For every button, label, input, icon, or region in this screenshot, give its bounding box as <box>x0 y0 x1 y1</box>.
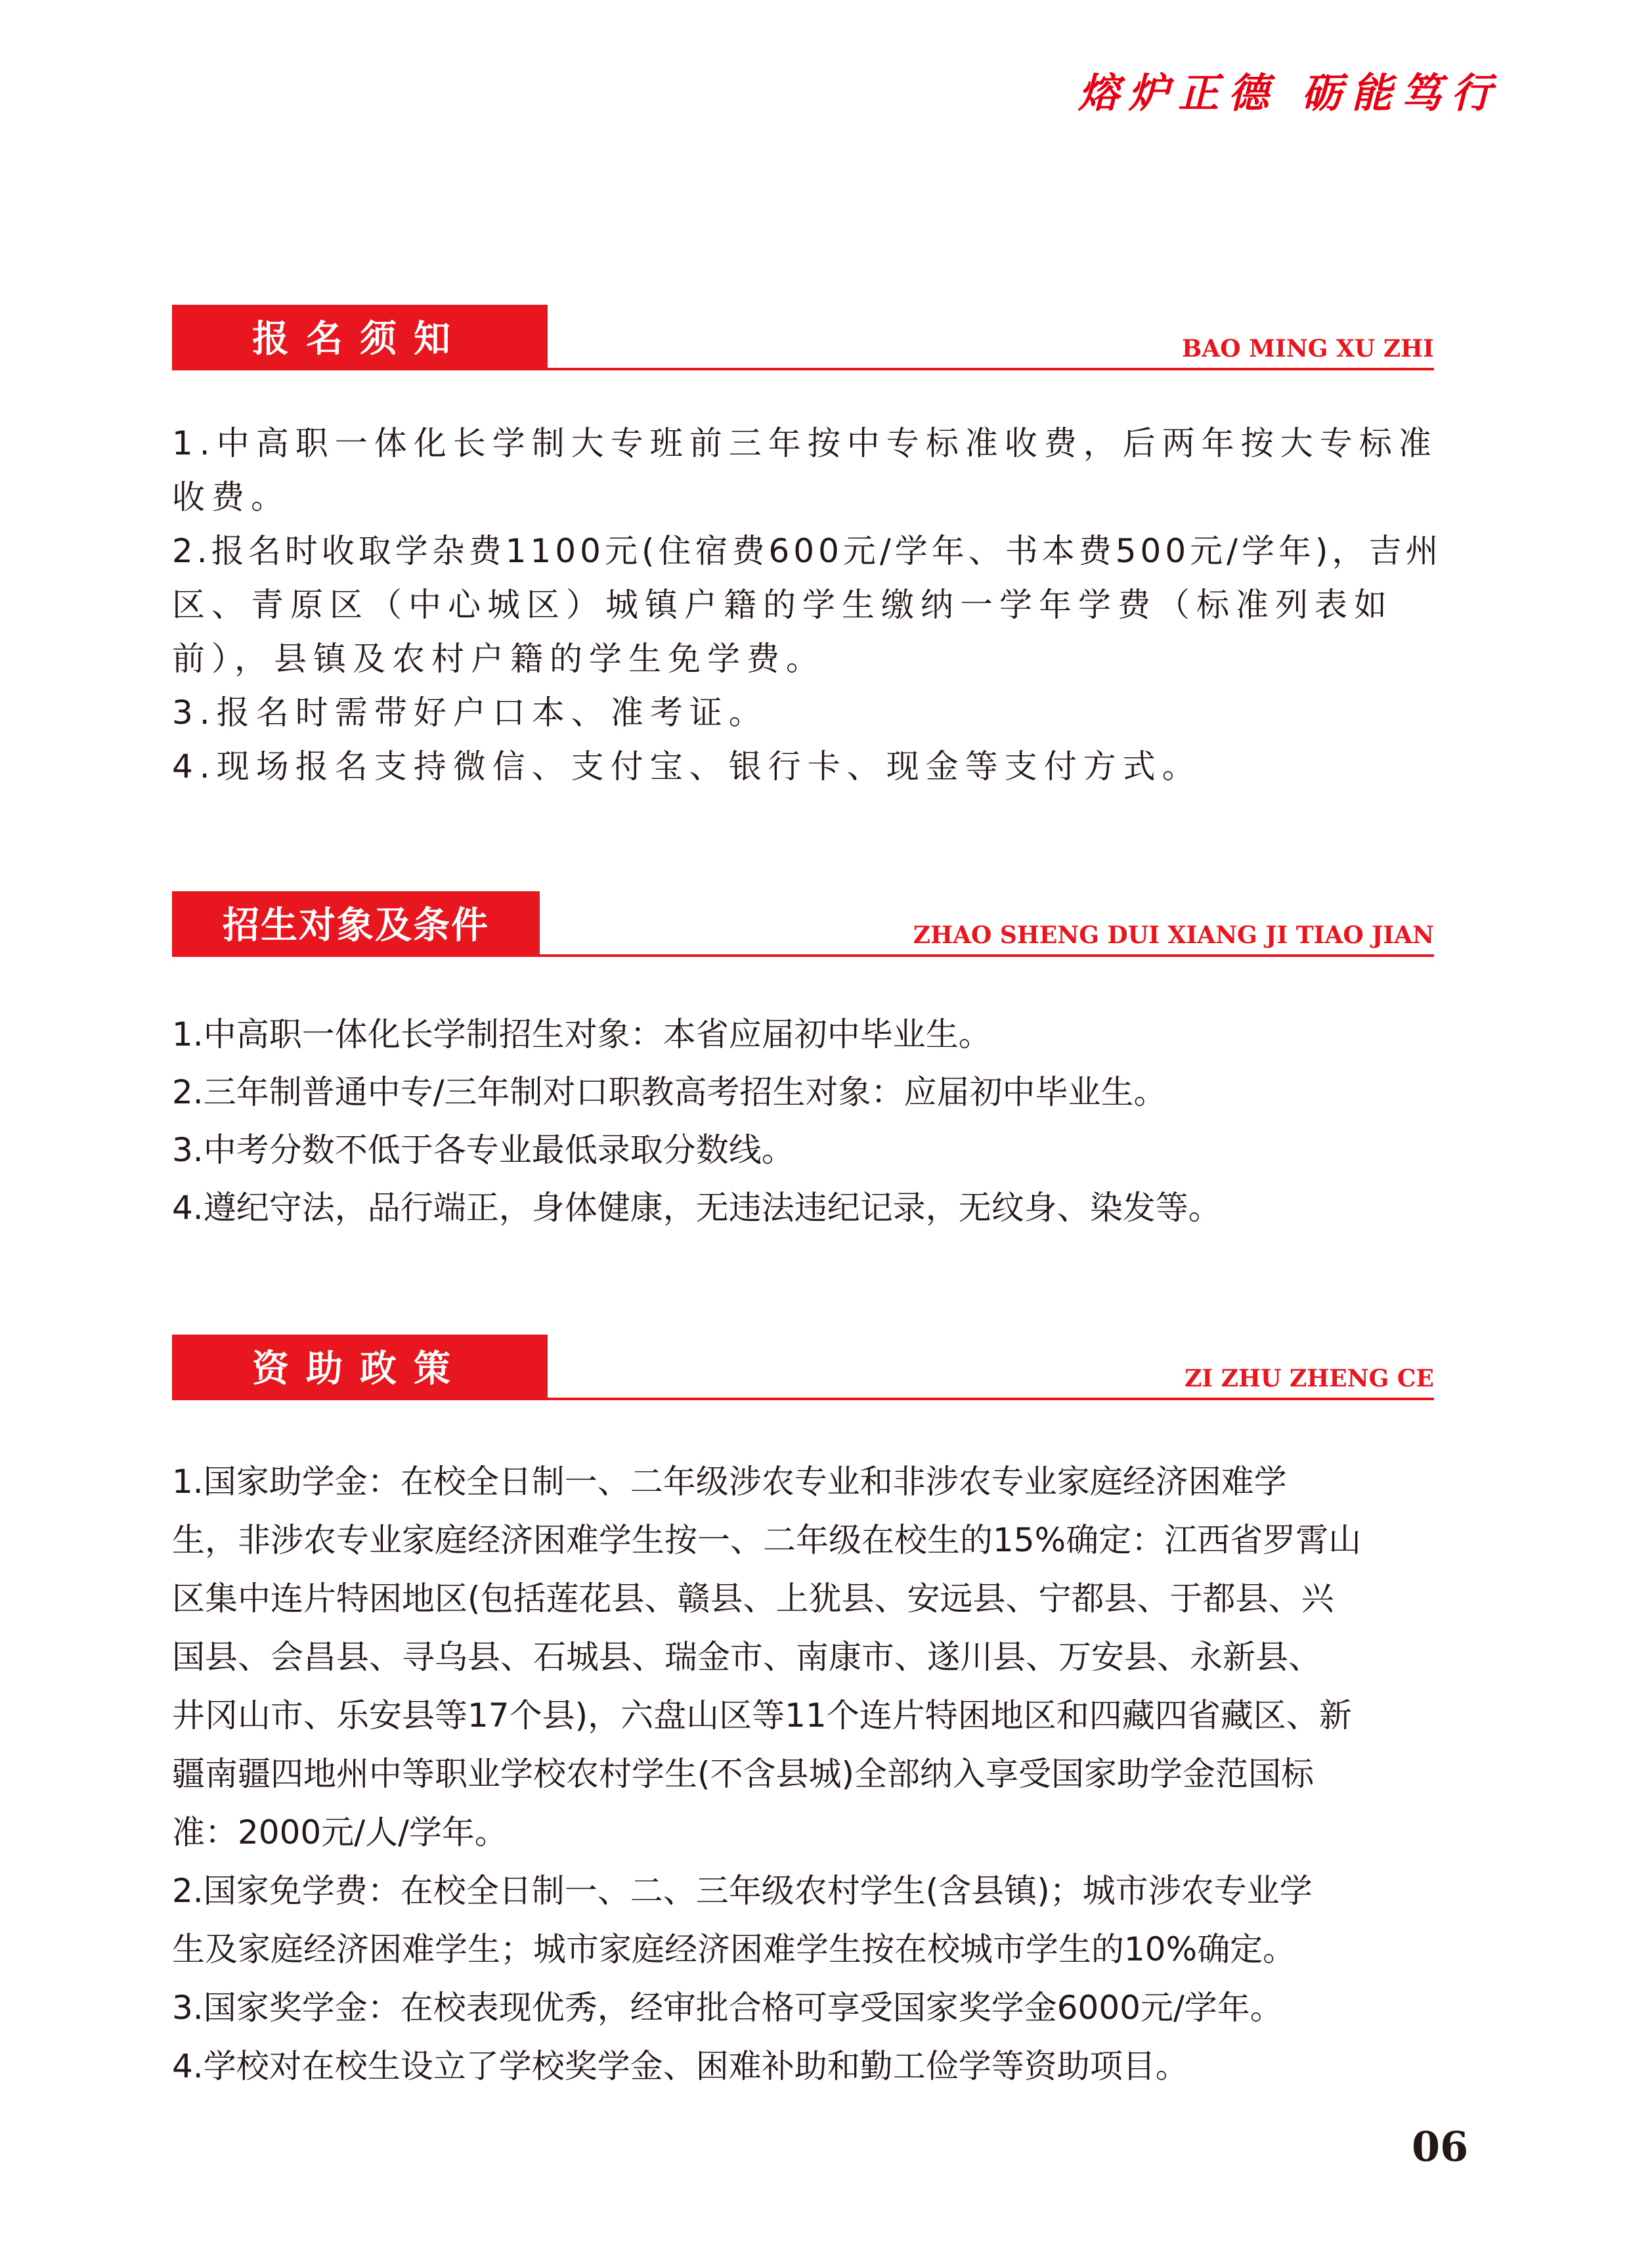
list-line: 区集中连片特困地区(包括莲花县、赣县、上犹县、安远县、宁都县、于都县、兴 <box>172 1580 1334 1618</box>
section-divider <box>172 1398 1434 1400</box>
list-line: 2.国家免学费：在校全日制一、二、三年级农村学生(含县镇)；城市涉农专业学 <box>172 1872 1313 1910</box>
list-line: 3.报名时需带好户口本、准考证。 <box>172 694 768 732</box>
section-title: 招生对象及条件 <box>172 891 540 954</box>
section-enrollment-criteria <box>172 891 1434 1237</box>
section-financial-aid <box>172 1335 1434 2096</box>
list-line: 2.报名时收取学杂费1100元(住宿费600元/学年、书本费500元/学年)，吉州 <box>172 532 1443 570</box>
list-line: 井冈山市、乐安县等17个县)，六盘山区等11个连片特困地区和四藏四省藏区、新 <box>172 1696 1352 1735</box>
section-pinyin: ZHAO SHENG DUI XIANG JI TIAO JIAN <box>913 921 1434 949</box>
section-title: 报名须知 <box>172 305 548 368</box>
page-number: 06 <box>1412 2123 1469 2171</box>
list-line: 准：2000元/人/学年。 <box>172 1813 508 1851</box>
list-line: 1.国家助学金：在校全日制一、二年级涉农专业和非涉农专业家庭经济困难学 <box>172 1463 1287 1501</box>
list-line: 国县、会昌县、寻乌县、石城县、瑞金市、南康市、遂川县、万安县、永新县、 <box>172 1638 1321 1676</box>
section-header <box>172 1335 1434 1400</box>
section-list <box>172 416 1443 793</box>
list-line: 疆南疆四地州中等职业学校农村学生(不含县城)全部纳入享受国家助学金范国标 <box>172 1755 1315 1793</box>
list-line: 收费。 <box>172 478 290 516</box>
list-line: 区、青原区（中心城区）城镇户籍的学生缴纳一学年学费（标准列表如 <box>172 586 1393 624</box>
section-header <box>172 305 1434 370</box>
list-line: 前），县镇及农村户籍的学生免学费。 <box>172 640 825 678</box>
section-pinyin: BAO MING XU ZHI <box>1181 335 1434 363</box>
list-line: 生，非涉农专业家庭经济困难学生按一、二年级在校生的15%确定：江西省罗霄山 <box>172 1521 1362 1559</box>
list-line: 1.中高职一体化长学制招生对象：本省应届初中毕业生。 <box>172 1015 991 1053</box>
section-pinyin: ZI ZHU ZHENG CE <box>1185 1365 1434 1392</box>
section-header <box>172 891 1434 957</box>
section-title: 资助政策 <box>172 1335 548 1398</box>
list-line: 1.中高职一体化长学制大专班前三年按中专标准收费，后两年按大专标准 <box>172 424 1438 462</box>
list-line: 3.国家奖学金：在校表现优秀，经审批合格可享受国家奖学金6000元/学年。 <box>172 1989 1283 2027</box>
list-line: 4.遵纪守法，品行端正，身体健康，无违法违纪记录，无纹身、染发等。 <box>172 1189 1221 1227</box>
section-list <box>172 1453 1434 2096</box>
list-line: 2.三年制普通中专/三年制对口职教高考招生对象：应届初中毕业生。 <box>172 1073 1167 1111</box>
list-line: 3.中考分数不低于各专业最低录取分数线。 <box>172 1131 794 1169</box>
school-motto: 熔炉正德 砺能笃行 <box>1078 69 1501 117</box>
section-list <box>172 1006 1434 1237</box>
section-divider <box>172 368 1434 370</box>
section-registration-notice <box>172 305 1443 793</box>
list-line: 4.现场报名支持微信、支付宝、银行卡、现金等支付方式。 <box>172 747 1202 786</box>
section-divider <box>172 954 1434 957</box>
list-line: 4.学校对在校生设立了学校奖学金、困难补助和勤工俭学等资助项目。 <box>172 2047 1188 2085</box>
list-line: 生及家庭经济困难学生；城市家庭经济困难学生按在校城市学生的10%确定。 <box>172 1930 1296 1968</box>
